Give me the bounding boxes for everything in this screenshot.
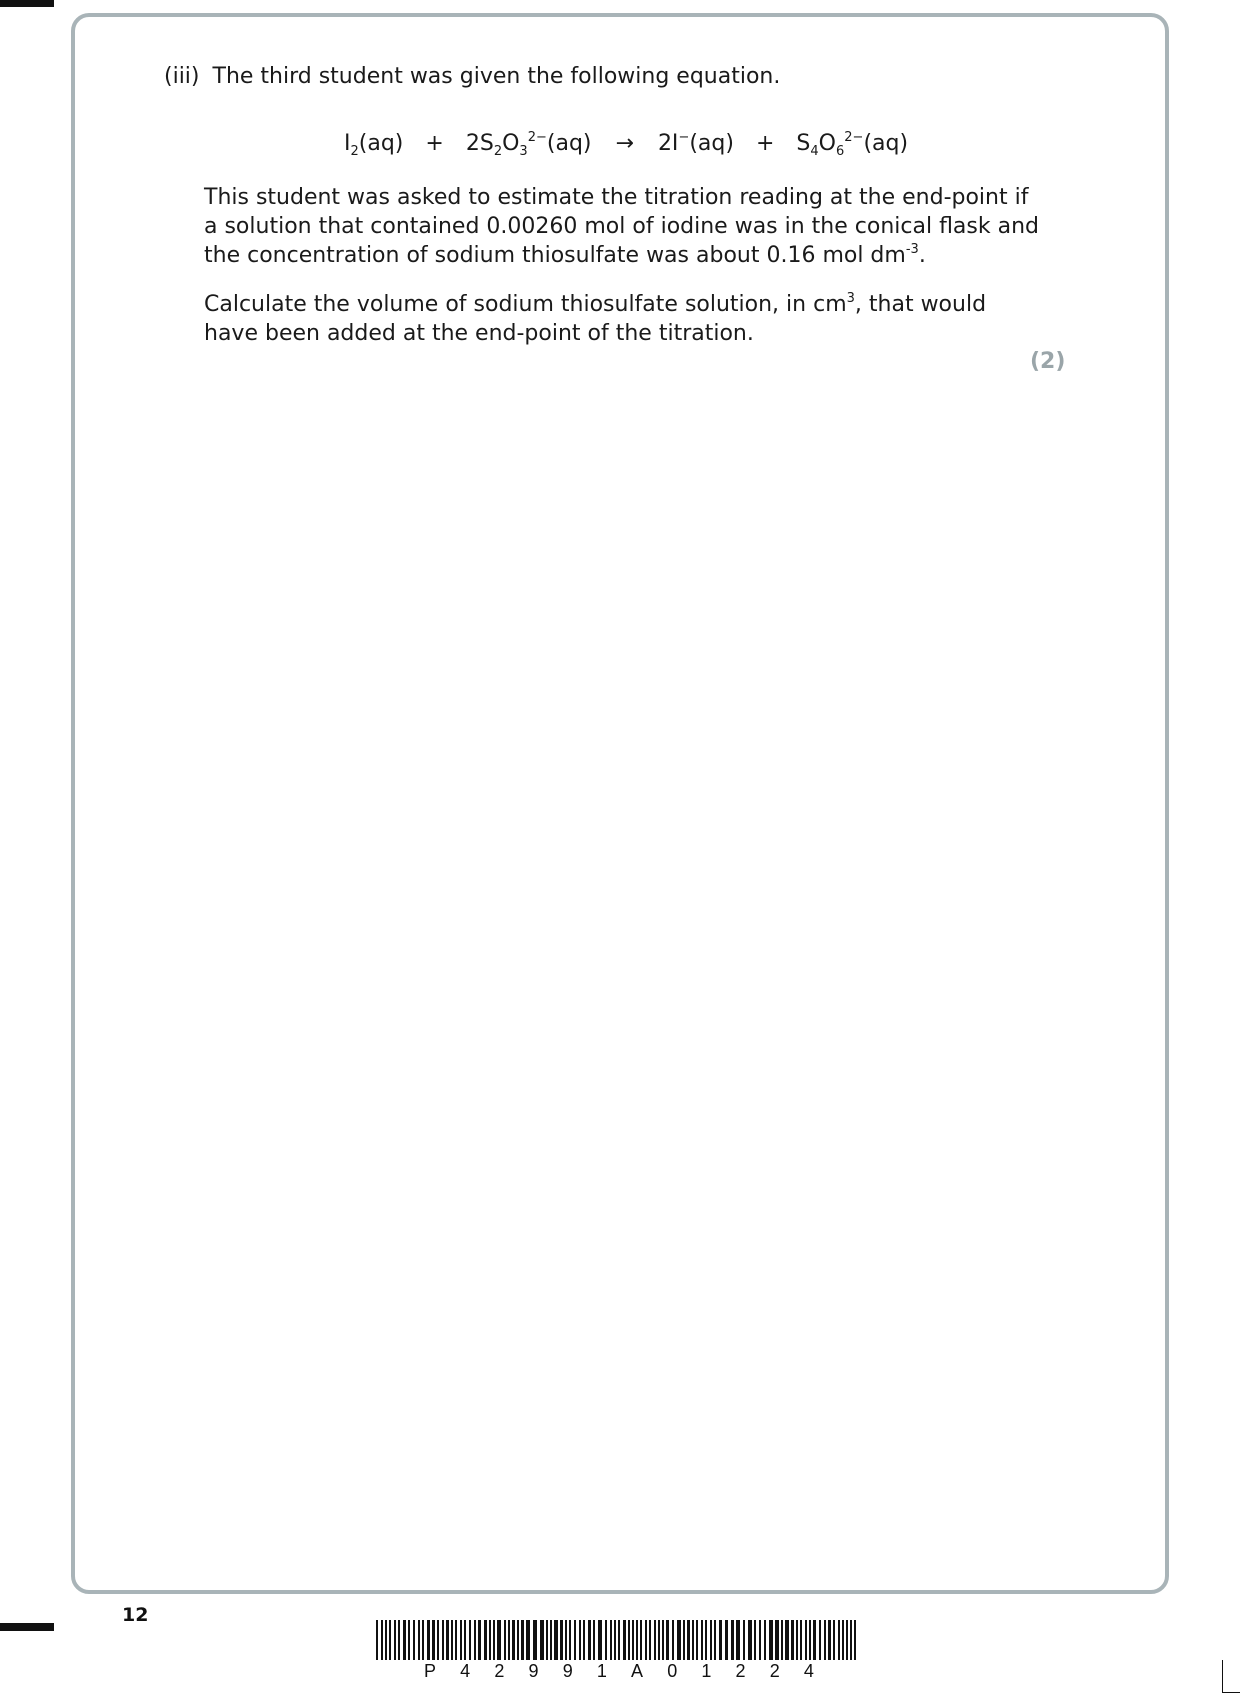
barcode-bar xyxy=(754,1620,756,1660)
barcode-bar xyxy=(781,1620,783,1660)
barcode-bar xyxy=(618,1620,620,1660)
barcode-bar xyxy=(579,1620,581,1660)
barcode-bar xyxy=(394,1620,396,1660)
barcode-bar xyxy=(719,1620,722,1660)
barcode-bar xyxy=(748,1620,752,1660)
barcode-bar xyxy=(705,1620,707,1660)
barcode-bar xyxy=(432,1620,435,1660)
product-tetrathionate: $S_4O_6^{2-}(aq)$ xyxy=(796,130,909,159)
barcode-bar xyxy=(533,1620,537,1660)
barcode-bar xyxy=(692,1620,694,1660)
barcode-bar xyxy=(666,1620,669,1660)
barcode-bar xyxy=(649,1620,651,1660)
barcode-bar xyxy=(838,1620,840,1660)
barcode-digit: 1 xyxy=(593,1661,611,1682)
barcode-bar xyxy=(455,1620,457,1660)
barcode-digit: 2 xyxy=(490,1661,508,1682)
barcode-digit: 9 xyxy=(559,1661,577,1682)
plus-sign: + xyxy=(425,131,444,156)
barcode-digit: 4 xyxy=(456,1661,474,1682)
barcode-bar xyxy=(497,1620,501,1660)
barcode-bar xyxy=(736,1620,740,1660)
barcode-bar xyxy=(517,1620,519,1660)
barcode-digit: A xyxy=(627,1661,647,1682)
barcode-bar xyxy=(418,1620,420,1660)
barcode-digit: 9 xyxy=(525,1661,543,1682)
registration-mark-bottom xyxy=(0,1623,54,1631)
barcode-bar xyxy=(460,1620,462,1660)
barcode-bar xyxy=(628,1620,630,1660)
barcode-bar xyxy=(654,1620,656,1660)
barcode-bar xyxy=(484,1620,487,1660)
barcode-bar xyxy=(623,1620,626,1660)
barcode-bar xyxy=(764,1620,766,1660)
barcode-bar xyxy=(828,1620,831,1660)
barcode-bar xyxy=(833,1620,835,1660)
barcode-bar xyxy=(775,1620,779,1660)
barcode-bar xyxy=(593,1620,595,1660)
barcode-bar xyxy=(640,1620,642,1660)
barcode-bar xyxy=(565,1620,567,1660)
barcode-bar xyxy=(464,1620,466,1660)
barcode-bar xyxy=(710,1620,712,1660)
barcode-bar xyxy=(791,1620,794,1660)
barcode-bar xyxy=(636,1620,638,1660)
barcode-bar xyxy=(662,1620,664,1660)
barcode-digit: 0 xyxy=(663,1661,681,1682)
barcode-digit: 1 xyxy=(697,1661,715,1682)
barcode-bar xyxy=(743,1620,745,1660)
barcode-bar xyxy=(446,1620,449,1660)
barcode-bar xyxy=(850,1620,852,1660)
barcode-bar xyxy=(546,1620,548,1660)
barcode-bar xyxy=(632,1620,634,1660)
barcode-bar xyxy=(714,1620,716,1660)
barcode-bar xyxy=(478,1620,481,1660)
barcode-bar xyxy=(683,1620,685,1660)
barcode-bar xyxy=(846,1620,848,1660)
reactant-iodine: $I_2(aq)$ xyxy=(344,131,404,159)
page-number: 12 xyxy=(122,1604,149,1626)
barcode-bar xyxy=(687,1620,690,1660)
barcode-bar xyxy=(437,1620,439,1660)
barcode-bar xyxy=(809,1620,811,1660)
question-task: Calculate the volume of sodium thiosulfate solution, in $cm^3$, that would have been added at the end-point of the titration. xyxy=(204,291,987,346)
barcode-bar xyxy=(583,1620,585,1660)
barcode-bar xyxy=(725,1620,728,1660)
barcode-bar xyxy=(598,1620,602,1660)
barcode-bar xyxy=(560,1620,563,1660)
barcode-bar xyxy=(403,1620,406,1660)
barcode-bar xyxy=(512,1620,515,1660)
registration-mark-top xyxy=(0,0,54,7)
barcode-bar xyxy=(540,1620,544,1660)
barcode-bar xyxy=(819,1620,821,1660)
barcode-bar xyxy=(504,1620,506,1660)
barcode-bar xyxy=(442,1620,444,1660)
barcode-bar xyxy=(645,1620,647,1660)
barcode-bar xyxy=(474,1620,476,1660)
barcode-bar xyxy=(588,1620,591,1660)
barcode-bar xyxy=(677,1620,681,1660)
barcode-bar xyxy=(610,1620,612,1660)
reaction-arrow: → xyxy=(615,131,634,156)
barcode-bar xyxy=(381,1620,383,1660)
barcode-bar xyxy=(605,1620,607,1660)
barcode-bar xyxy=(800,1620,802,1660)
product-iodide: 2I−(aq) xyxy=(657,130,734,156)
barcode-bar xyxy=(813,1620,816,1660)
barcode-bar xyxy=(427,1620,430,1660)
barcode-bar xyxy=(526,1620,530,1660)
marks-available: (2) xyxy=(1030,349,1066,374)
barcode-bar xyxy=(731,1620,734,1660)
barcode-bar xyxy=(521,1620,524,1660)
barcode-bar xyxy=(469,1620,471,1660)
barcode-bar xyxy=(854,1620,856,1660)
barcode-bar xyxy=(785,1620,789,1660)
barcode-bar xyxy=(413,1620,415,1660)
plus-sign: + xyxy=(755,131,775,156)
barcode-bar xyxy=(376,1620,378,1660)
barcode-bar xyxy=(422,1620,424,1660)
barcode-bar xyxy=(842,1620,844,1660)
barcode-bar xyxy=(385,1620,387,1660)
reactant-thiosulfate: $2S_2O_3^{2-}(aq)$ xyxy=(465,130,592,159)
barcode-bar xyxy=(658,1620,660,1660)
barcode-bar xyxy=(759,1620,761,1660)
barcode-digit: P xyxy=(420,1661,440,1682)
barcode-bar xyxy=(569,1620,571,1660)
barcode-bar xyxy=(614,1620,616,1660)
barcode-digits xyxy=(376,1661,860,1682)
barcode-bar xyxy=(451,1620,453,1660)
question-context: This student was asked to estimate the titration reading at the end-point if a solution that contained 0.00260 mol of iodine was in the conical flask and the concentration of sodium thiosulfate was about 0.16 mol $dm^{-3}$. xyxy=(204,185,1039,268)
barcode-bar xyxy=(796,1620,798,1660)
barcode-bar xyxy=(769,1620,773,1660)
barcode-bar xyxy=(508,1620,510,1660)
barcode-bar xyxy=(493,1620,495,1660)
barcode-bar xyxy=(805,1620,807,1660)
question-part-heading xyxy=(164,64,780,89)
barcode-bar xyxy=(398,1620,400,1660)
barcode-bar xyxy=(824,1620,826,1660)
part-intro: The third student was given the following equation. xyxy=(212,64,781,89)
barcode-bar xyxy=(389,1620,391,1660)
crop-mark xyxy=(1222,1660,1240,1693)
barcode-bar xyxy=(574,1620,576,1660)
barcode-bar xyxy=(696,1620,698,1660)
barcode-bar xyxy=(408,1620,410,1660)
barcode-digit: 4 xyxy=(800,1661,818,1682)
barcode-bar xyxy=(554,1620,558,1660)
part-label: (iii) xyxy=(164,64,200,89)
barcode-bar xyxy=(489,1620,491,1660)
barcode-bar xyxy=(701,1620,703,1660)
barcode-bar xyxy=(550,1620,552,1660)
barcode-bar xyxy=(672,1620,674,1660)
barcode-digit: 2 xyxy=(766,1661,784,1682)
barcode-digit: 2 xyxy=(732,1661,750,1682)
chemical-equation xyxy=(344,123,908,167)
